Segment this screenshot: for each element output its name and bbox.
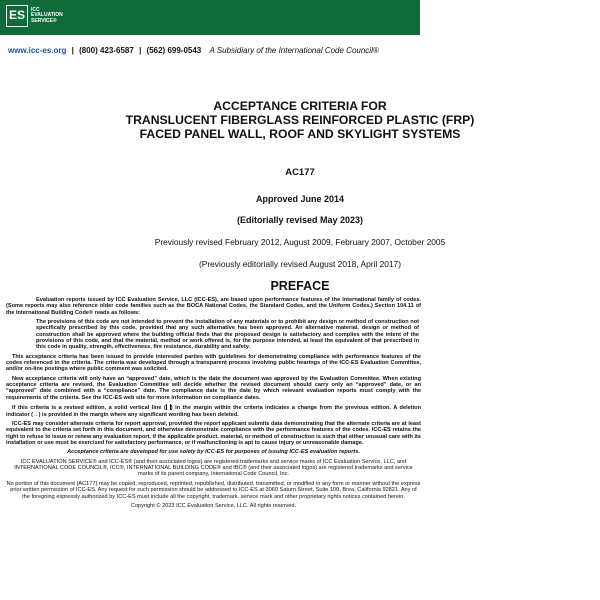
paragraph-trademarks: ICC EVALUATION SERVICE® and ICC-ES® (and their associated logos) are registered trademarks and service marks of ICC Evaluation Service, LLC, and INTERNATIONAL CODE COUNCIL®, ICC®, INTERNATIONAL BUILDING CODE® and IBC® (and their associated logos) are registered trademarks and service marks of its parent company, International Code Council, Inc.	[14, 458, 413, 478]
paragraph-usage-note: Acceptance criteria are developed for use solely by ICC-ES for purposes of issuing ICC-ES evaluation reports.	[67, 449, 360, 456]
paragraph-revision-marks: If this criteria is a revised edition, a solid vertical line ( ) in the margin within the criteria indicates a change from the previous edition. A deletion indicator (→) is provided in the margin where any significant wording has been deleted.	[6, 405, 421, 418]
paragraph-evaluation-reports: Evaluation reports issued by ICC Evaluation Service, LLC (ICC-ES), are based upon performance features of the International family of codes. (Some reports may also reference older code families such as the BOCA National Codes, the Standard Codes, and the Uniform Codes.) Section 104.11 of the International Building Code® reads as follows:	[6, 297, 421, 316]
editorial-revision: (Editorially revised May 2023)	[236, 215, 364, 225]
phone-1: (800) 423-6587	[79, 46, 134, 55]
copyright-notice: Copyright © 2023 ICC Evaluation Service, LLC. All rights reserved.	[130, 503, 297, 509]
preface-body	[6, 297, 421, 512]
website-link[interactable]: www.icc-es.org	[8, 46, 67, 55]
paragraph-alternate-criteria: ICC-ES may consider alternate criteria for report approval, provided the report applicant submits data demonstrating that the alternate criteria are at least equivalent to the criteria set forth in this document, and otherwise demonstrate compliance with the performance features of the codes. ICC-ES retains the right to refuse to issue or renew any evaluation report, if the applicable product, material, or method of construction is such that either unusual care with its installation or use must be exercised for satisfactory performance, or if malfunctioning is apt to cause injury or unreasonable damage.	[6, 420, 421, 446]
icc-es-logo	[6, 5, 63, 27]
contact-line	[8, 46, 379, 55]
paragraph-purpose: This acceptance criteria has been issued to provide interested parties with guidelines for demonstrating compliance with performance features of the codes referenced in the criteria. The criteria was developed through a transparent process involving public hearings of the ICC-ES Evaluation Committee, and/or on-line postings where public comment was solicited.	[6, 353, 421, 373]
separator: |	[71, 46, 74, 55]
logo-text: ICC EVALUATION SERVICE®	[31, 6, 63, 24]
previous-revisions: Previously revised February 2012, August 2009, February 2007, October 2005	[154, 237, 446, 247]
separator: |	[139, 46, 142, 55]
subsidiary-note: A Subsidiary of the International Code Council®	[209, 46, 379, 55]
approved-date: Approved June 2014	[255, 194, 345, 204]
document-id: AC177	[285, 167, 315, 178]
previous-editorial-revisions: (Previously editorially revised August 2018, April 2017)	[198, 259, 402, 269]
paragraph-approval-dates: New acceptance criteria will only have an “approved” date, which is the date the document was approved by the Evaluation Committee. When existing acceptance criteria are revised, the Evaluation Committee will decide whether the revised document should carry only an “approved” date, or an “approved” date combined with a “compliance” date. The compliance date is the date by which relevant evaluation reports must comply with the requirements of the criteria. See the ICC-ES web site for more information on compliance dates.	[6, 375, 421, 401]
preface-heading: PREFACE	[270, 279, 330, 293]
logo-mark: ES	[6, 5, 28, 27]
phone-2: (562) 699-0543	[146, 46, 202, 55]
paragraph-code-quote: The provisions of this code are not intended to prevent the installation of any materials or to prohibit any design or method of construction not specifically prescribed by this code, provided that any such alternative has been approved. An alternative material, design or method of construction shall be approved where the building official finds that the proposed design is satisfactory and complies with the intent of the provisions of this code, and that the material, method or work offered is, for the purpose intended, at least the equivalent of that prescribed in this code in quality, strength, effectiveness, fire resistance, durability and safety.	[36, 319, 419, 351]
document-title: ACCEPTANCE CRITERIA FOR TRANSLUCENT FIBERGLASS REINFORCED PLASTIC (FRP) FACED PANEL WALL, ROOF AND SKYLIGHT SYSTEMS	[125, 99, 475, 141]
header-banner	[0, 0, 420, 35]
paragraph-permissions: No portion of this document (AC177) may be copied, reproduced, reprinted, republished, distributed, transmitted, or modified in any form or manner without the express prior written permission of ICC-ES. Any request for such permission should be addressed to ICC-ES at 3060 Saturn Street, Suite 100, Brea, California 92821. Any of the foregoing expressly authorized by ICC-ES must include all the copyright, trademark, service mark and other proprietary rights notices contained herein.	[6, 480, 421, 500]
